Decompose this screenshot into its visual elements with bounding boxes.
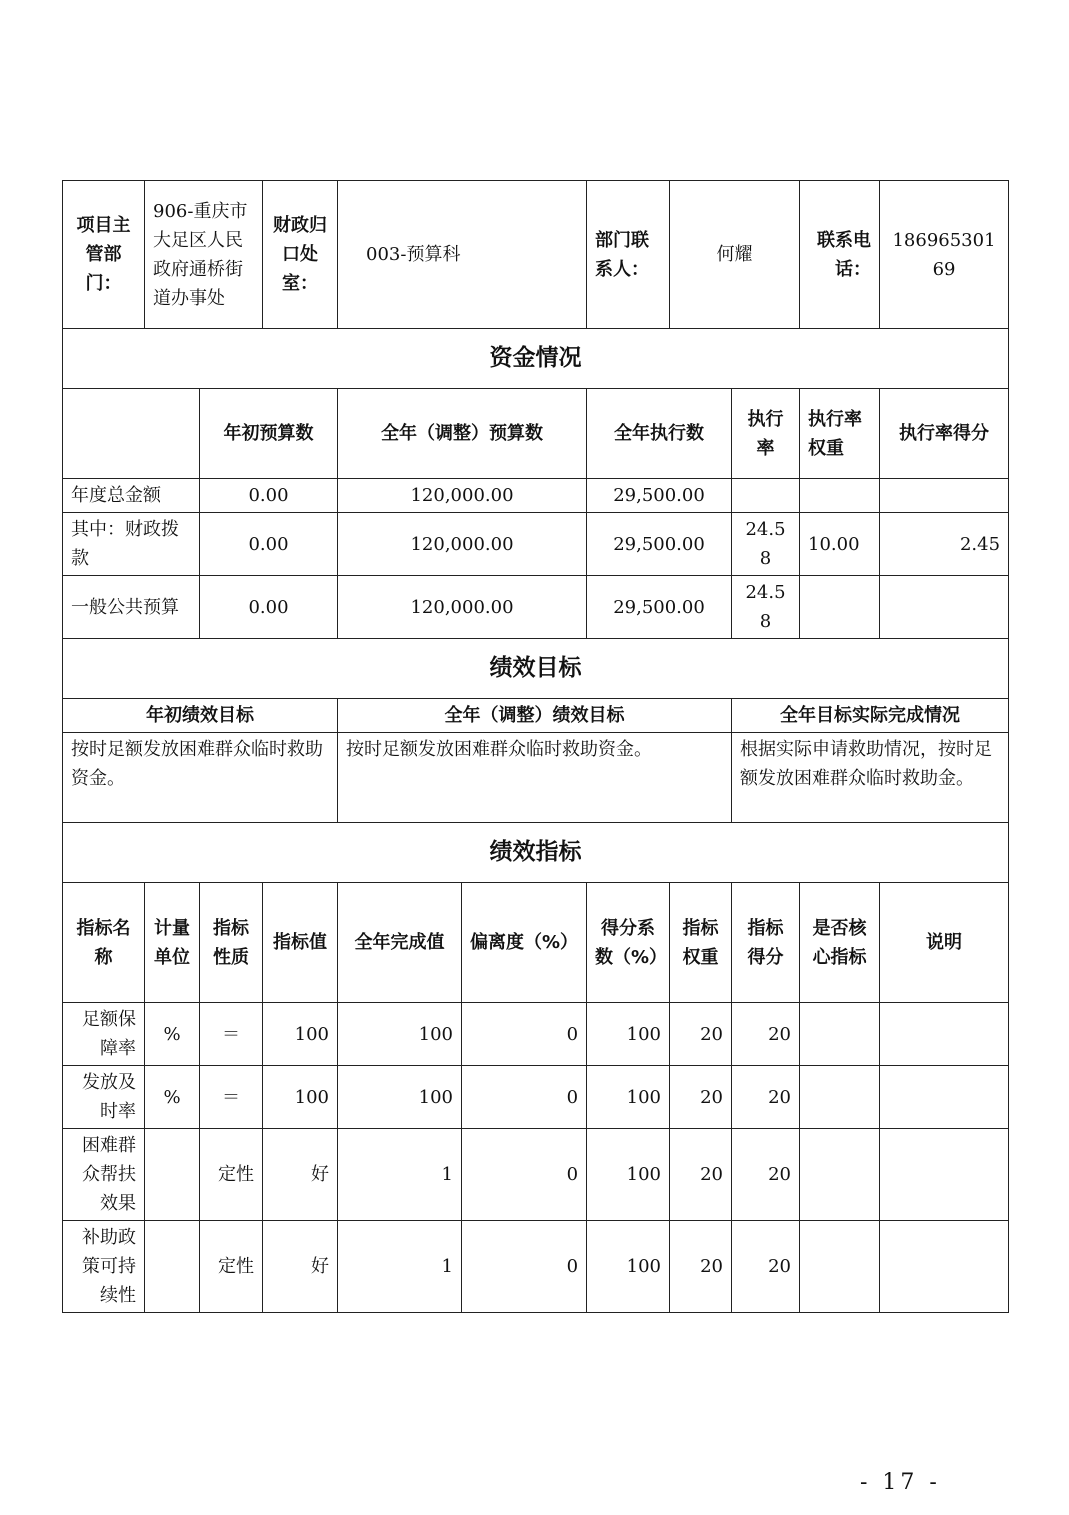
- funds-header-cell: 执行率得分: [880, 389, 1009, 479]
- indicator-cell: 0: [462, 1221, 587, 1313]
- phone-value: 18696530169: [880, 181, 1009, 329]
- indicator-row: [63, 1221, 1009, 1313]
- indicator-row: [63, 1003, 1009, 1066]
- indicator-cell: 定性: [200, 1221, 263, 1313]
- indicator-cell: 100: [587, 1129, 670, 1221]
- indicator-cell: 100: [263, 1003, 338, 1066]
- indicator-cell: [800, 1003, 880, 1066]
- goals-header-cell: 全年（调整）绩效目标: [338, 699, 732, 733]
- indicator-cell: [145, 1221, 200, 1313]
- funds-cell: 120,000.00: [338, 513, 587, 576]
- funds-cell: 其中：财政拨款: [63, 513, 200, 576]
- indicators-header-cell: 指标得分: [732, 883, 800, 1003]
- indicators-header-cell: 指标值: [263, 883, 338, 1003]
- indicator-cell: 20: [732, 1066, 800, 1129]
- funds-row: [63, 479, 1009, 513]
- funds-cell: 年度总金额: [63, 479, 200, 513]
- indicator-cell: 足额保障率: [63, 1003, 145, 1066]
- funds-cell: 0.00: [200, 513, 338, 576]
- indicator-cell: 1: [338, 1129, 462, 1221]
- indicator-cell: 100: [587, 1003, 670, 1066]
- indicator-cell: ＝: [200, 1003, 263, 1066]
- indicators-header-cell: 说明: [880, 883, 1009, 1003]
- indicator-cell: 100: [587, 1066, 670, 1129]
- funds-cell: 0.00: [200, 479, 338, 513]
- indicator-row: [63, 1129, 1009, 1221]
- goals-cell: 按时足额发放困难群众临时救助资金。: [338, 733, 732, 823]
- indicator-cell: [800, 1221, 880, 1313]
- indicator-cell: %: [145, 1066, 200, 1129]
- funds-header-cell: 执行率: [732, 389, 800, 479]
- indicator-cell: 补助政策可持续性: [63, 1221, 145, 1313]
- funds-section-title: 资金情况: [63, 329, 1009, 389]
- indicators-header-cell: 指标权重: [670, 883, 732, 1003]
- indicators-header-cell: 计量单位: [145, 883, 200, 1003]
- indicators-header-cell: 指标名称: [63, 883, 145, 1003]
- funds-header-cell: 执行率权重: [800, 389, 880, 479]
- indicator-cell: [880, 1221, 1009, 1313]
- funds-cell: [800, 479, 880, 513]
- indicator-cell: %: [145, 1003, 200, 1066]
- funds-cell: [880, 479, 1009, 513]
- goals-cell: 根据实际申请救助情况，按时足额发放困难群众临时救助金。: [732, 733, 1009, 823]
- goals-header-cell: 年初绩效目标: [63, 699, 338, 733]
- indicator-cell: 20: [732, 1129, 800, 1221]
- indicator-cell: 好: [263, 1221, 338, 1313]
- funds-cell: 一般公共预算: [63, 576, 200, 639]
- funds-row: [63, 576, 1009, 639]
- indicator-cell: 100: [263, 1066, 338, 1129]
- indicator-cell: 100: [587, 1221, 670, 1313]
- goals-cell: 按时足额发放困难群众临时救助资金。: [63, 733, 338, 823]
- indicator-cell: 定性: [200, 1129, 263, 1221]
- goals-row: [63, 733, 1009, 823]
- funds-cell: [732, 479, 800, 513]
- indicator-cell: 发放及时率: [63, 1066, 145, 1129]
- indicators-section-title: 绩效指标: [63, 823, 1009, 883]
- indicator-cell: 20: [670, 1221, 732, 1313]
- funds-cell: [880, 576, 1009, 639]
- funds-cell: 29,500.00: [587, 513, 732, 576]
- indicators-header-cell: 指标性质: [200, 883, 263, 1003]
- page-number: - 17 -: [860, 1470, 941, 1495]
- indicator-cell: 0: [462, 1003, 587, 1066]
- funds-cell: 29,500.00: [587, 576, 732, 639]
- funds-header-cell: [63, 389, 200, 479]
- finance-value: 003-预算科: [338, 181, 587, 329]
- indicator-cell: 20: [732, 1221, 800, 1313]
- goals-header-row: [63, 699, 1009, 733]
- indicators-header-cell: 偏离度（%）: [462, 883, 587, 1003]
- indicator-cell: [880, 1129, 1009, 1221]
- indicator-cell: 20: [732, 1003, 800, 1066]
- indicator-cell: [800, 1066, 880, 1129]
- indicator-cell: [800, 1129, 880, 1221]
- performance-table: [62, 180, 1009, 1313]
- indicator-cell: 0: [462, 1129, 587, 1221]
- indicator-cell: ＝: [200, 1066, 263, 1129]
- funds-cell: 120,000.00: [338, 576, 587, 639]
- indicators-header-cell: 是否核心指标: [800, 883, 880, 1003]
- contact-label: 部门联系人：: [587, 181, 670, 329]
- funds-row: [63, 513, 1009, 576]
- dept-value: 906-重庆市大足区人民政府通桥街道办事处: [145, 181, 263, 329]
- funds-cell: 24.58: [732, 513, 800, 576]
- contact-value: 何耀: [670, 181, 800, 329]
- indicator-cell: 20: [670, 1066, 732, 1129]
- indicator-cell: [880, 1066, 1009, 1129]
- funds-cell: 29,500.00: [587, 479, 732, 513]
- funds-cell: 2.45: [880, 513, 1009, 576]
- funds-header-cell: 全年执行数: [587, 389, 732, 479]
- funds-cell: 24.58: [732, 576, 800, 639]
- indicator-cell: 20: [670, 1003, 732, 1066]
- indicator-cell: 0: [462, 1066, 587, 1129]
- indicator-cell: [145, 1129, 200, 1221]
- indicator-row: [63, 1066, 1009, 1129]
- indicator-cell: 20: [670, 1129, 732, 1221]
- dept-label: 项目主管部门：: [63, 181, 145, 329]
- indicator-cell: 好: [263, 1129, 338, 1221]
- indicators-header-cell: 得分系数（%）: [587, 883, 670, 1003]
- finance-label: 财政归口处室：: [263, 181, 338, 329]
- funds-cell: 0.00: [200, 576, 338, 639]
- funds-cell: 10.00: [800, 513, 880, 576]
- indicator-cell: 困难群众帮扶效果: [63, 1129, 145, 1221]
- indicator-cell: 100: [338, 1003, 462, 1066]
- header-row: [63, 181, 1009, 329]
- funds-header-cell: 年初预算数: [200, 389, 338, 479]
- goals-section-title: 绩效目标: [63, 639, 1009, 699]
- funds-cell: 120,000.00: [338, 479, 587, 513]
- funds-header-cell: 全年（调整）预算数: [338, 389, 587, 479]
- indicators-header-row: [63, 883, 1009, 1003]
- funds-header-row: [63, 389, 1009, 479]
- indicators-header-cell: 全年完成值: [338, 883, 462, 1003]
- indicator-cell: [880, 1003, 1009, 1066]
- indicator-cell: 1: [338, 1221, 462, 1313]
- funds-cell: [800, 576, 880, 639]
- goals-header-cell: 全年目标实际完成情况: [732, 699, 1009, 733]
- indicator-cell: 100: [338, 1066, 462, 1129]
- phone-label: 联系电话：: [800, 181, 880, 329]
